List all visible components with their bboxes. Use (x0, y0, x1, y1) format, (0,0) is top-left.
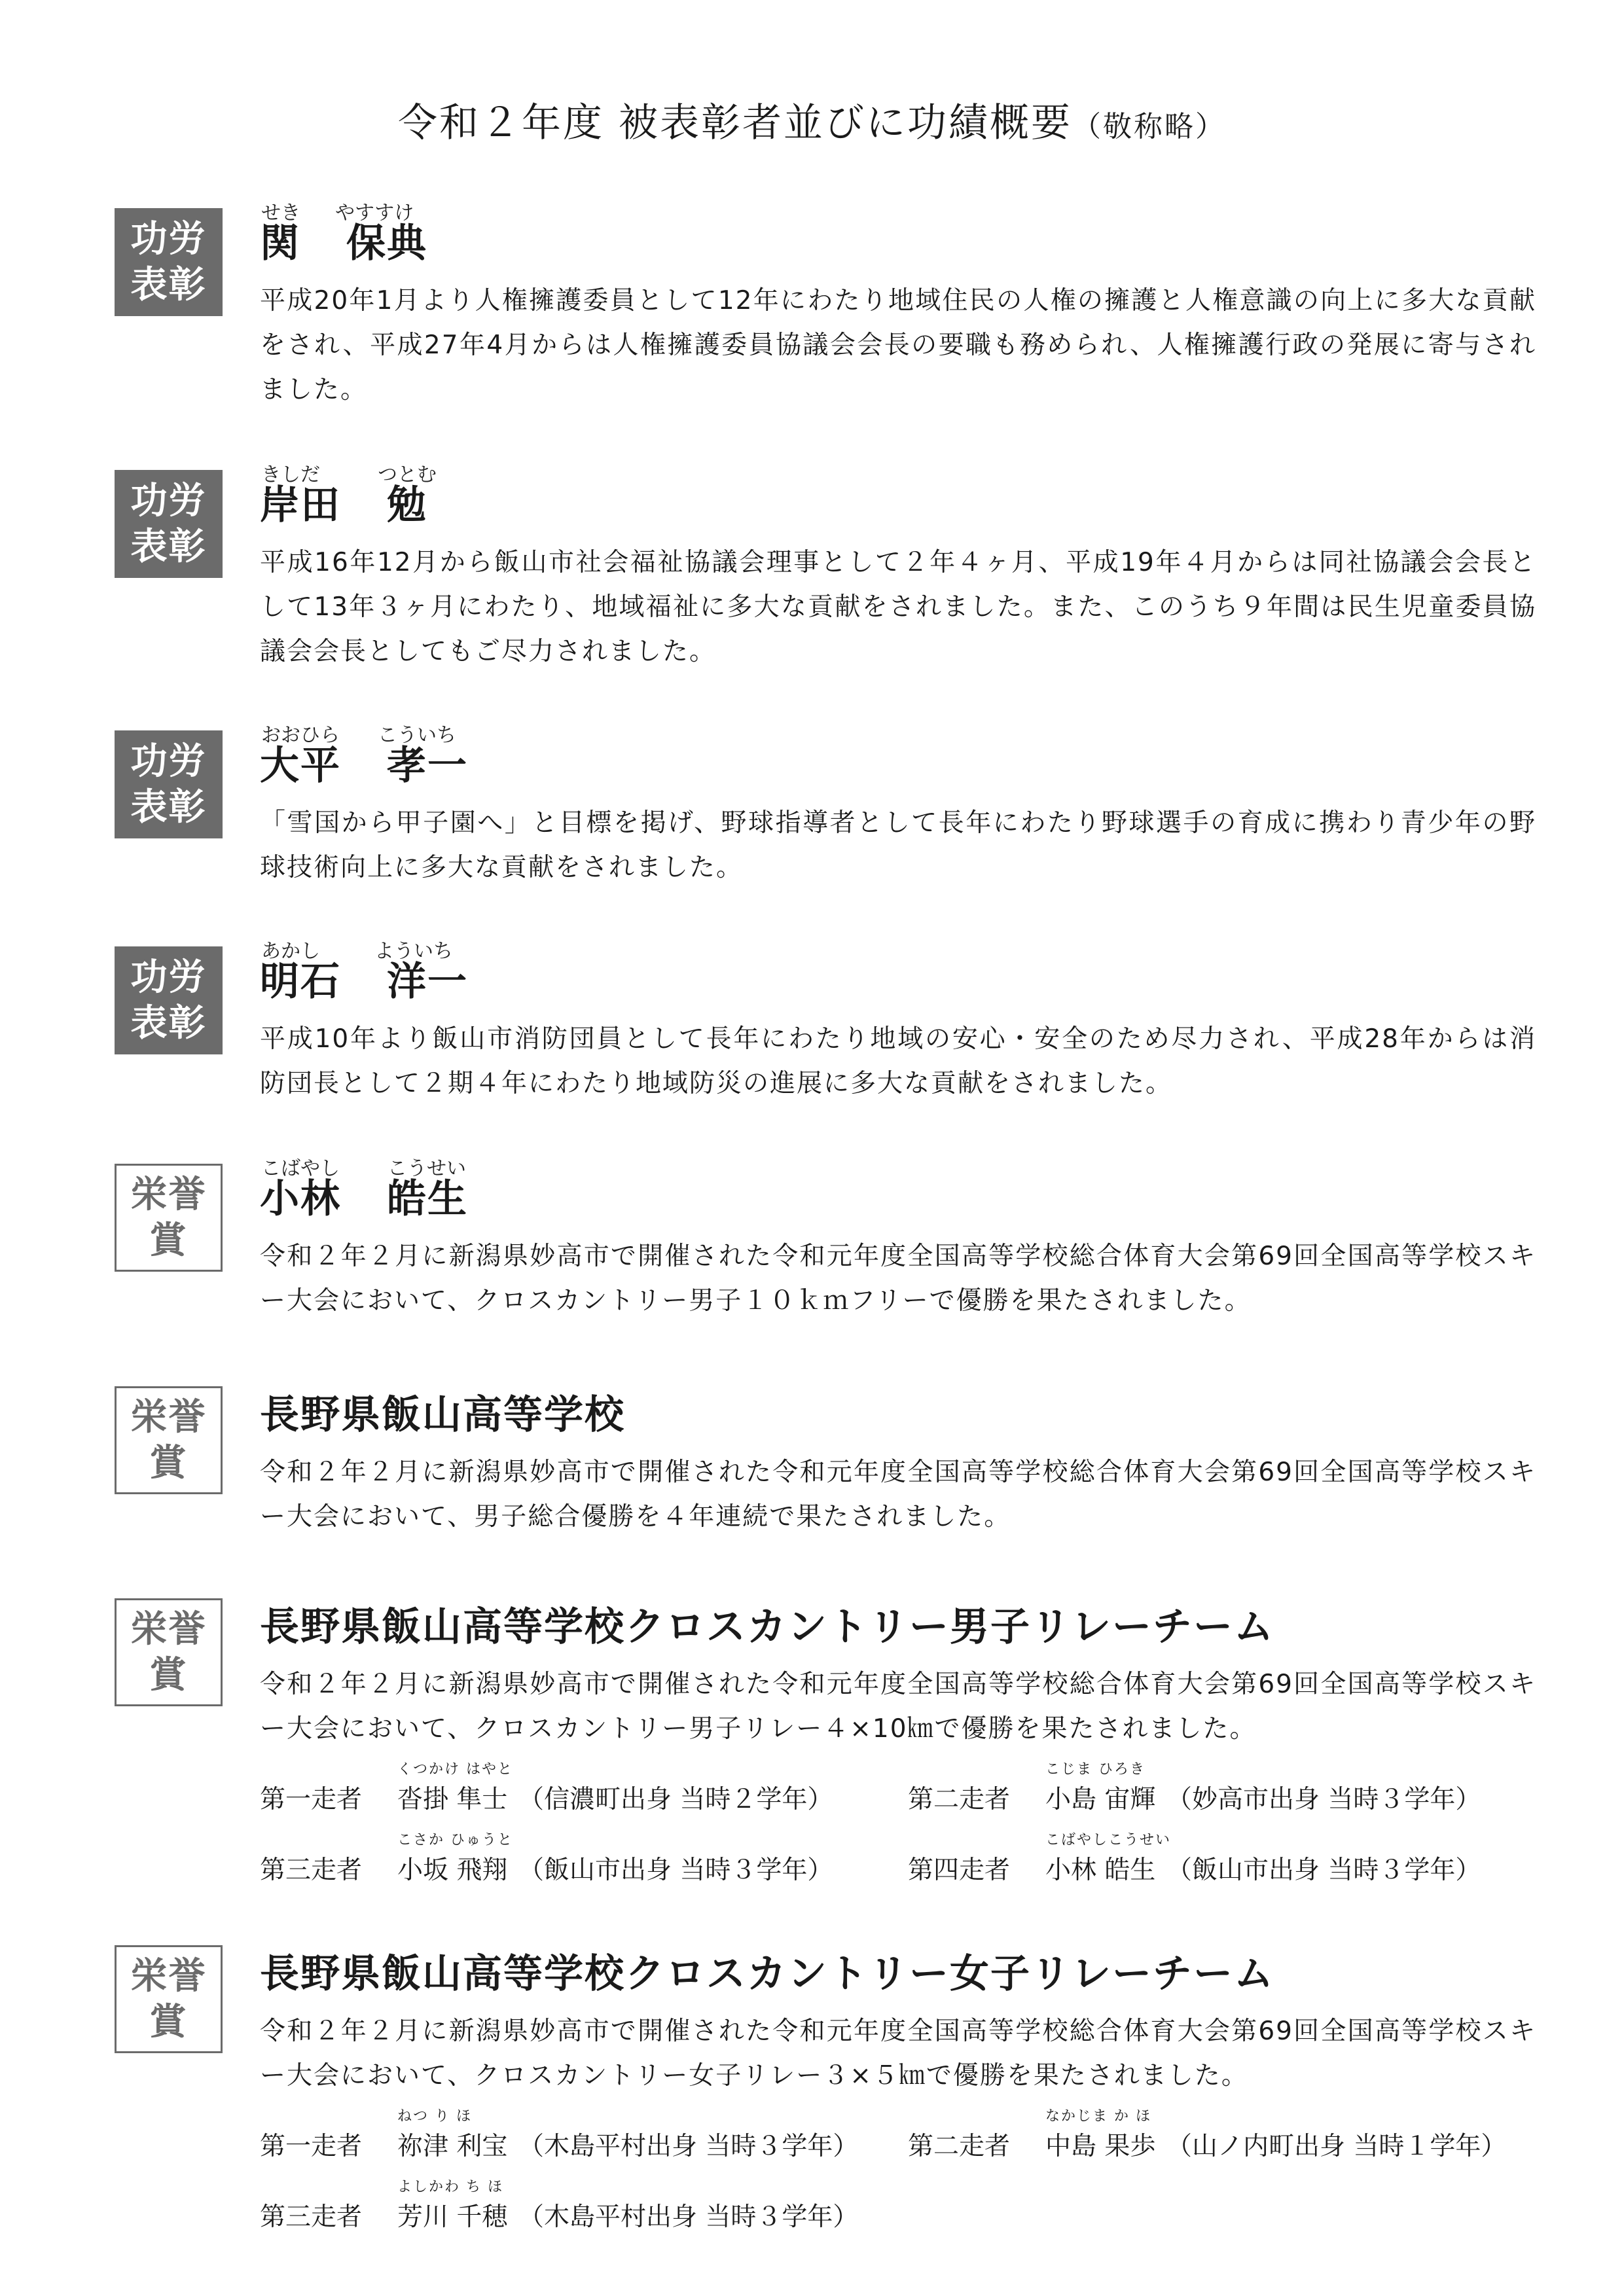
merit-award-badge: 功労 表彰 (115, 730, 223, 838)
merit-award-badge: 功労 表彰 (115, 946, 223, 1054)
achievement-description: 令和２年２月に新潟県妙高市で開催された令和元年度全国高等学校総合体育大会第69回全国高等学校スキー大会において、クロスカントリー男子リレー４×10㎞で優勝を果たされました。 (260, 1670, 1536, 1744)
honor-award-badge: 栄誉 賞 (115, 1945, 223, 2053)
honor-award-badge: 栄誉 賞 (115, 1164, 223, 1272)
name-furigana: あかし よういち (261, 940, 453, 963)
achievement-description: 令和２年２月に新潟県妙高市で開催された令和元年度全国高等学校総合体育大会第69回全国高等学校スキー大会において、クロスカントリー女子リレー３×５㎞で優勝を果たされました。 (260, 2017, 1536, 2090)
achievement-description: 「雪国から甲子園へ」と目標を掲げ、野球指導者として長年にわたり野球選手の育成に携わり青少年の野球技術向上に多大な貢献をされました。 (260, 808, 1536, 882)
name-furigana: おおひら こういち (261, 724, 456, 747)
runner-row: 第三走者 よしかわ ち ほ 芳川 千穂 （木島平村出身 当時３学年） (260, 2179, 859, 2232)
merit-award-badge: 功労 表彰 (115, 208, 223, 316)
runner-row: 第三走者 こさか ひゅうと 小坂 飛翔 （飯山市出身 当時３学年） 第四走者 こばやしこうせい 小林 皓生 （飯山市出身 当時３学年） (260, 1832, 1481, 1885)
title-text: 令和２年度 被表彰者並びに功績概要 (397, 100, 1073, 146)
awardee-name: 小林 皓生 (260, 1176, 468, 1222)
honor-award-badge: 栄誉 賞 (115, 1598, 223, 1706)
honor-award-badge: 栄誉 賞 (115, 1386, 223, 1494)
name-furigana: きしだ つとむ (261, 463, 437, 486)
awardee-name: 長野県飯山高等学校クロスカントリー女子リレーチーム (260, 1951, 1274, 1997)
awardee-name: 明石 洋一 (260, 959, 468, 1005)
awardee-name: 大平 孝一 (260, 743, 468, 789)
runner-row: 第一走者 くつかけ はやと 沓掛 隼士 （信濃町出身 当時２学年） 第二走者 こじま ひろき 小島 宙輝 （妙高市出身 当時３学年） (260, 1761, 1481, 1814)
achievement-description: 令和２年２月に新潟県妙高市で開催された令和元年度全国高等学校総合体育大会第69回全国高等学校スキー大会において、クロスカントリー男子１０ｋｍフリーで優勝を果たされました。 (260, 1242, 1536, 1316)
awardee-name: 長野県飯山高等学校 (260, 1392, 625, 1438)
awardee-name: 岸田 勉 (260, 482, 427, 528)
merit-award-badge: 功労 表彰 (115, 470, 223, 578)
achievement-description: 平成16年12月から飯山市社会福祉協議会理事として２年４ヶ月、平成19年４月からは同社協議会会長として13年３ヶ月にわたり、地域福祉に多大な貢献をされました。また、このうち９年間は民生児童委員協議会会長としてもご尽力されました。 (260, 548, 1536, 666)
runner-row: 第一走者 ねつ り ほ 祢津 利宝 （木島平村出身 当時３学年） 第二走者 なかじま か ほ 中島 果歩 （山ノ内町出身 当時１学年） (260, 2108, 1507, 2161)
name-furigana: こばやし こうせい (261, 1157, 466, 1180)
achievement-description: 令和２年２月に新潟県妙高市で開催された令和元年度全国高等学校総合体育大会第69回全国高等学校スキー大会において、男子総合優勝を４年連続で果たされました。 (260, 1458, 1536, 1532)
awardee-name: 関 保典 (260, 221, 427, 266)
achievement-description: 平成10年より飯山市消防団員として長年にわたり地域の安心・安全のため尽力され、平成28年からは消防団長として２期４年にわたり地域防災の進展に多大な貢献をされました。 (260, 1024, 1536, 1098)
name-furigana: せき やすすけ (261, 202, 414, 224)
title-note: （敬称略） (1072, 110, 1227, 143)
page-title (0, 92, 1624, 148)
awardee-name: 長野県飯山高等学校クロスカントリー男子リレーチーム (260, 1604, 1274, 1650)
achievement-description: 平成20年1月より人権擁護委員として12年にわたり地域住民の人権の擁護と人権意識の向上に多大な貢献をされ、平成27年4月からは人権擁護委員協議会会長の要職も務められ、人権擁護行政の発展に寄与されました。 (260, 286, 1536, 404)
